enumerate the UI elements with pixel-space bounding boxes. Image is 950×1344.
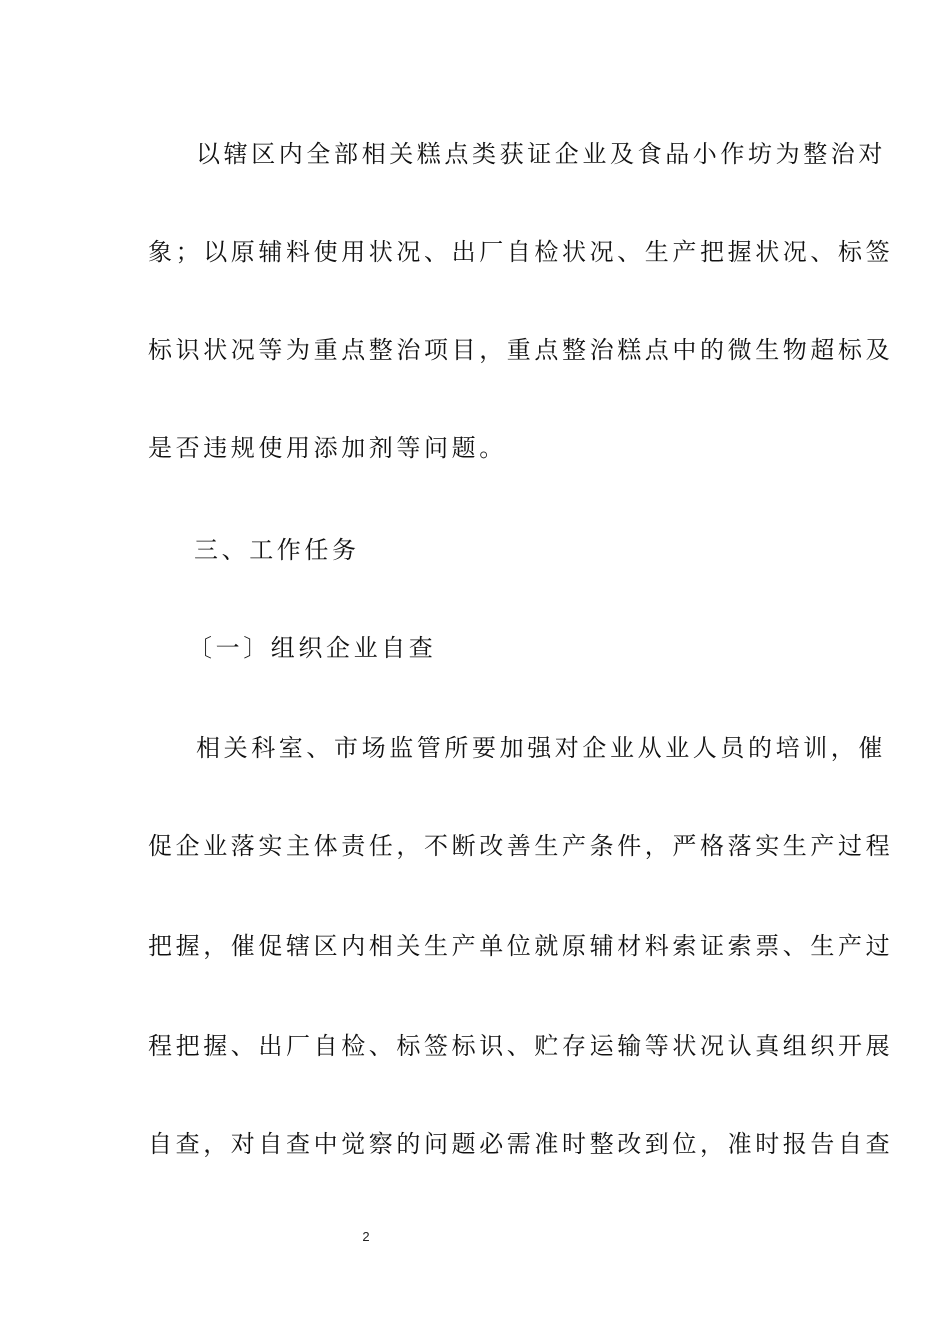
- paragraph-2-line-3: 把握，催促辖区内相关生产单位就原辅材料索证索票、生产过: [148, 932, 894, 960]
- paragraph-2-line-4: 程把握、出厂自检、标签标识、贮存运输等状况认真组织开展: [148, 1032, 894, 1060]
- paragraph-1-line-4: 是否违规使用添加剂等问题。: [148, 434, 507, 462]
- subsection-heading: 〔一〕组织企业自查: [188, 634, 437, 662]
- paragraph-2-line-5: 自查，对自查中觉察的问题必需准时整改到位，准时报告自查: [148, 1130, 894, 1158]
- paragraph-2-line-1: 相关科室、市场监管所要加强对企业从业人员的培训，催: [196, 734, 886, 762]
- section-heading: 三、工作任务: [194, 536, 360, 564]
- paragraph-2-line-2: 促企业落实主体责任，不断改善生产条件，严格落实生产过程: [148, 832, 894, 860]
- page-number: 2: [362, 1229, 370, 1244]
- paragraph-1-line-3: 标识状况等为重点整治项目，重点整治糕点中的微生物超标及: [148, 336, 894, 364]
- paragraph-1-line-1: 以辖区内全部相关糕点类获证企业及食品小作坊为整治对: [196, 140, 886, 168]
- paragraph-1-line-2: 象；以原辅料使用状况、出厂自检状况、生产把握状况、标签: [148, 238, 894, 266]
